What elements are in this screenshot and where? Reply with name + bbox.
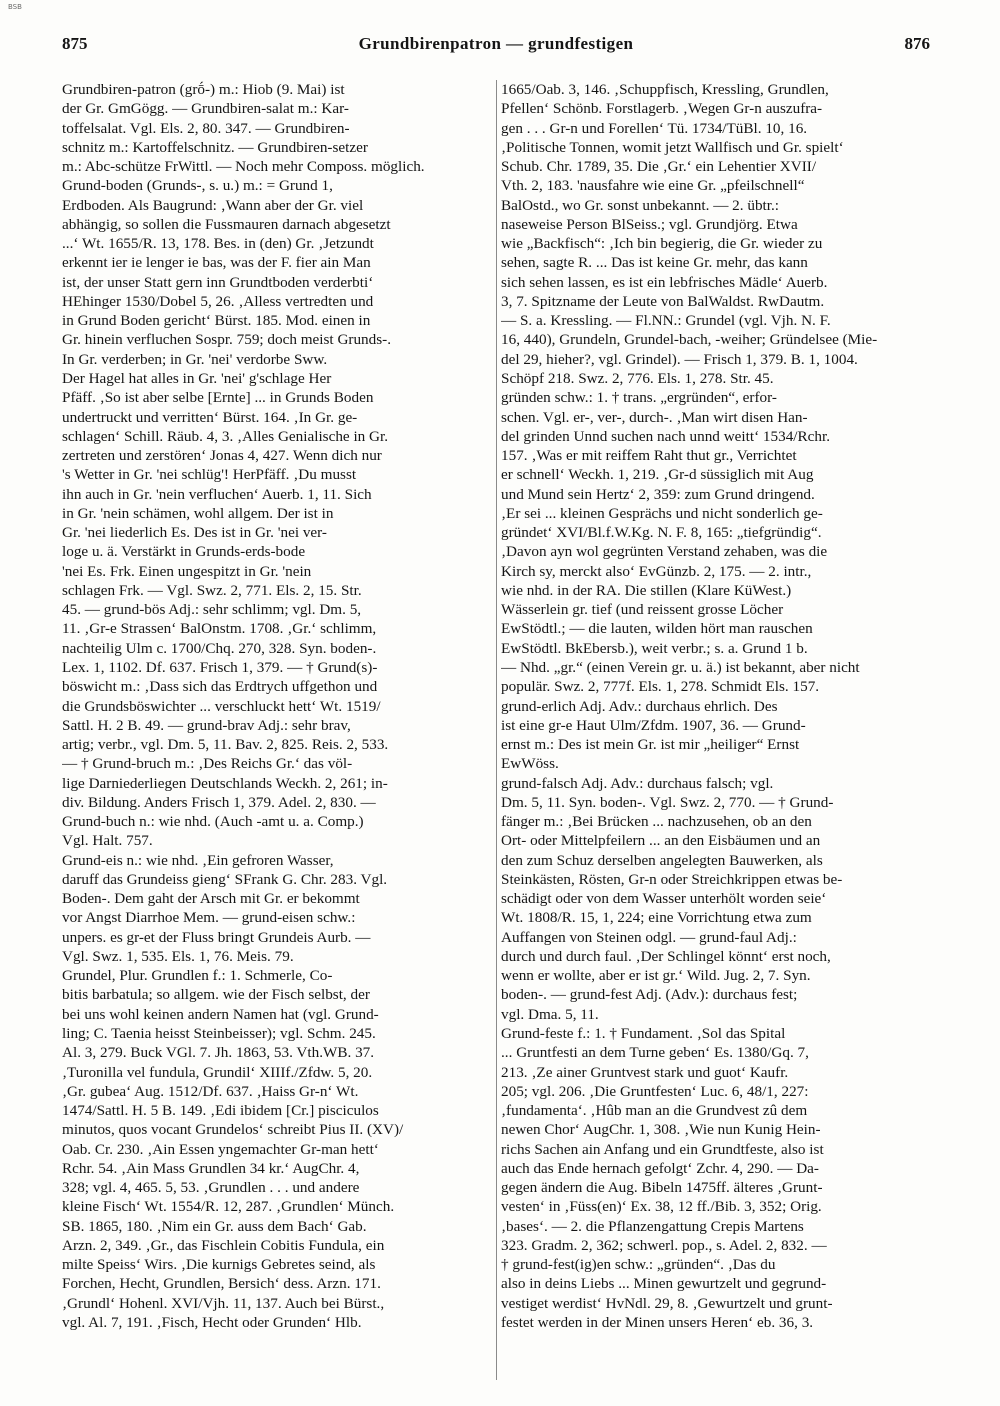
text-line: Wässerlein gr. tief (und reissent grosse Löcher [501,601,784,619]
text-line: EwStödtl.; — die lauten, wilden hört man rauschen [501,620,813,638]
text-line: 45. — grund-bös Adj.: sehr schlimm; vgl. Dm. 5, [62,601,362,619]
text-line: Kirch sy, merckt also‘ EvGünzb. 2, 175. — 2. intr., [501,562,812,580]
text-line: also in deins Liebs ... Minen gewurtzelt und gegrund- [501,1275,827,1293]
text-line: böswicht m.: ‚Dass sich das Erdtrych uffgethon und [62,678,378,696]
text-line: ihn auch in Gr. 'nein verfluchen‘ Auerb. 1, 11. Sich [62,485,372,503]
page-number-left: 875 [62,34,88,53]
text-line: EwStödtl. BkEbersb.), weit verbr.; s. a. Grund 1 b. [501,639,808,657]
text-line: vesten‘ in ‚Füss(en)‘ Ex. 38, 12 ff./Bib. 3, 352; Orig. [501,1198,822,1216]
text-line: nachteilig Ulm c. 1700/Chq. 270, 328. Syn. boden-. [62,639,377,657]
text-line: ‚Grundl‘ Hohenl. XVI/Vjh. 11, 137. Auch bei Bürst., [62,1294,385,1312]
text-line: naseweise Person BlSeiss.; vgl. Grundjörg. Etwa [501,215,798,233]
text-line: schädigt oder von dem Wasser unterhölt worden seie‘ [501,890,827,908]
text-line: die Grundsböswichter ... verschluckt hett‘ Wt. 1519/ [62,697,381,715]
text-line: zertreten und zerstören‘ Jonas 4, 427. Wenn dich nur [62,447,382,465]
text-line: daruff das Grundeiss gieng‘ SFrank G. Chr. 283. Vgl. [62,870,388,888]
text-line: sehen, sagte R. ... Das ist keine Gr. mehr, das kann [501,254,808,272]
text-line: schlagen‘ Schill. Räub. 4, 3. ‚Alles Genialische in Gr. [62,427,389,445]
text-line: Dm. 5, 11. Syn. boden-. Vgl. Swz. 2, 770. — † Grund- [501,793,834,811]
text-line: Boden-. Dem gaht der Arsch mit Gr. er bekommt [62,890,360,908]
text-line: kleine Fisch‘ Wt. 1554/R. 12, 287. ‚Grundlen‘ Münch. [62,1198,395,1216]
text-line: Sattl. H. 2 B. 49. — grund-brav Adj.: sehr brav, [62,716,351,734]
text-line: der Gr. GmGögg. — Grundbiren-salat m.: Kar- [62,100,349,118]
text-line: Der Hagel hat alles in Gr. 'nei' g'schlage Her [62,369,332,387]
text-line: Rchr. 54. ‚Ain Mass Grundlen 34 kr.‘ AugChr. 4, [62,1159,360,1177]
text-line: wie nhd. in der RA. Die stillen (Klare KüWest.) [501,581,792,599]
text-line: Vth. 2, 183. 'nausfahre wie eine Gr. „pfeilschnell“ [501,177,805,195]
text-line: Grund-boden (Grunds-, s. u.) m.: = Grund 1, [62,177,333,195]
text-line: vgl. Al. 7, 191. ‚Fisch, Hecht oder Grunden‘ Hlb. [62,1314,362,1331]
text-line: sich sehen lassen, es ist ein lebfrisches Mädle‘ Auerb. [501,273,828,291]
text-line: In Gr. verderben; in Gr. 'nei' verdorbe Sww. [62,350,328,368]
running-title: Grundbirenpatron — grundfestigen [358,34,634,53]
text-line: HEhinger 1530/Dobel 5, 26. ‚Alless vertredten und [62,292,374,310]
text-line: SB. 1865, 180. ‚Nim ein Gr. auss dem Bach‘ Gab. [62,1217,367,1235]
text-line: Grund-buch n.: wie nhd. (Auch -amt u. a. Comp.) [62,813,364,831]
text-line: ling; C. Taenia heisst Steinbeisser); vgl. Schm. 245. [62,1025,376,1043]
text-line: BalOstd., wo Gr. sonst unbekannt. — 2. übtr.: [501,196,780,214]
text-line: festet werden in der Minen unsers Heren‘ eb. 36, 3. [501,1314,814,1331]
text-line: Forchen, Hecht, Grundlen, Bersich‘ dess. Arzn. 171. [62,1275,381,1293]
text-line: ist, der unser Statt gern inn Grundtboden verderbti‘ [62,273,374,291]
text-line: Arzn. 2, 349. ‚Gr., das Fischlein Cobitis Fundula, ein [62,1236,385,1254]
text-line: ist eine gr-e Haut Ulm/Zfdm. 1907, 36. — Grund- [501,716,806,734]
text-line: Grundbiren-patron (grṓ-) m.: Hiob (9. Mai) ist [62,81,345,98]
text-line: richs Sachen ain Anfang und ein Grundtfeste, also ist [501,1140,824,1158]
text-line: Oab. Cr. 230. ‚Ain Essen yngemachter Gr-man hett‘ [62,1140,379,1158]
text-line: grund-falsch Adj. Adv.: durchaus falsch; vgl. [501,774,774,792]
text-line: undertruckt und verritten‘ Bürst. 164. ‚In Gr. ge- [62,408,358,426]
text-line: vgl. Dma. 5, 11. [501,1005,599,1023]
text-line: Al. 3, 279. Buck VGl. 7. Jh. 1863, 53. Vth.WB. 37. [62,1044,375,1062]
text-line: Schöpf 218. Swz. 2, 776. Els. 1, 278. Str. 45. [501,369,774,387]
text-line: del grinden Unnd suchen nach unnd weitt‘ 1534/Rchr. [501,427,830,445]
text-line: lige Darniederliegen Deutschlands Weckh. 2, 261; in- [62,774,388,792]
text-line: unpers. es gr-et der Fluss bringt Grundeis Aurb. — [62,928,371,946]
library-stamp: BSB [8,3,22,11]
text-line: minutos, quos vocant Grundelos‘ schreibt Pius II. (XV)/ [62,1121,404,1139]
text-line: Grund-feste f.: 1. † Fundament. ‚Sol das Spital [501,1025,786,1043]
text-line: Pfäff. ‚So ist aber selbe [Ernte] ... in Grunds Boden [62,389,374,407]
text-line: 16, 440), Grundeln, Grundel-bach, -weiher; Gründelsee (Mie- [501,331,878,349]
text-line: vestiget werdist‘ HvNdl. 29, 8. ‚Gewurtzelt und grunt- [501,1294,833,1312]
text-line: grund-erlich Adj. Adv.: durchaus ehrlich. Des [501,697,778,715]
text-line: Gr. 'nei liederlich Es. Des ist in Gr. 'nei ver- [62,524,327,542]
text-line: ‚Politische Tonnen, womit jetzt Wallfisch und Gr. spielt‘ [501,138,844,156]
text-line: den zum Schuz derselben angelegten Bauwerken, als [501,851,823,869]
text-line: Vgl. Halt. 757. [62,832,153,850]
text-line: boden-. — grund-fest Adj. (Adv.): durchaus fest; [501,986,798,1004]
text-line: gen . . . Gr-n und Forellen‘ Tü. 1734/TüBl. 10, 16. [501,119,808,137]
text-line: ‚fundamenta‘. ‚Hûb man an die Grundvest zû dem [501,1102,808,1120]
text-line: erkennt ier ie lenger ie bas, was der F. fier ain Man [62,254,371,272]
text-line: ‚bases‘. — 2. die Pflanzengattung Crepis Martens [501,1217,804,1235]
text-line: artig; verbr., vgl. Dm. 5, 11. Bav. 2, 825. Reis. 2, 533. [62,736,389,754]
text-line: del 29, hieher?, vgl. Grindel). — Frisch 1, 379. B. 1, 1004. [501,350,858,368]
text-line: in Gr. 'nein schämen, wohl allgem. Der ist in [62,504,334,522]
text-line: — † Grund-bruch m.: ‚Des Reichs Gr.‘ das völ- [62,755,353,773]
text-line: schnitz m.: Kartoffelschnitz. — Grundbiren-setzer [62,138,368,156]
text-line: bitis barbatula; so allgem. wie der Fisch selbst, der [62,986,370,1004]
text-line: — Nhd. „gr.“ (einen Verein gr. u. ä.) ist bekannt, aber nicht [501,658,860,676]
text-line: Vgl. Swz. 1, 535. Els. 1, 76. Meis. 79. [62,947,294,965]
text-line: toffelsalat. Vgl. Els. 2, 80. 347. — Grundbiren- [62,119,350,137]
column-divider [496,80,497,1380]
text-line: ... Gruntfesti an dem Turne geben‘ Es. 1380/Gq. 7, [501,1044,809,1062]
text-line: vor Angst Diarrhoe Mem. — grund-eisen schw.: [62,909,356,927]
text-line: Auffangen von Steinen odgl. — grund-faul Adj.: [501,928,797,946]
text-line: ernst m.: Des ist mein Gr. ist mir „heiliger“ Ernst [501,736,800,754]
text-line: Gr. hinein verfluchen Sospr. 759; doch meist Grunds-. [62,331,392,349]
right-column [501,80,931,1388]
text-line: schen. Vgl. er-, ver-, durch-. ‚Man wirt disen Han- [501,408,808,426]
text-line: ‚Gr. gubea‘ Aug. 1512/Df. 637. ‚Haiss Gr-n‘ Wt. [62,1082,359,1100]
left-column [62,80,492,1388]
text-line: Lex. 1, 1102. Df. 637. Frisch 1, 379. — † Grund(s)- [62,658,378,676]
text-line: auch das Ende hernach gefolgt‘ Zchr. 4, 290. — Da- [501,1159,819,1177]
text-line: populär. Swz. 2, 777f. Els. 1, 278. Schmidt Els. 157. [501,678,820,696]
text-line: ‚Turonilla vel fundula, Grundil‘ XIIIf./Zfdw. 5, 20. [62,1063,373,1081]
text-line: er schnell‘ Weckh. 1, 219. ‚Gr-d süssiglich mit Aug [501,466,814,484]
text-line: gründet‘ XVI/Bl.f.W.Kg. N. F. 8, 165: „tiefgründig“. [501,524,822,542]
text-line: EwWöss. [501,755,559,773]
page-header [62,34,930,60]
text-line: 'nei Es. Frk. Einen ungespitzt in Gr. 'nein [62,562,312,580]
text-line: gegen ändern die Aug. Bibeln 1475ff. älteres ‚Grunt- [501,1179,823,1197]
text-line: gründen schw.: 1. † trans. „ergründen“, erfor- [501,389,777,407]
text-line: ‚Davon ayn wol gegrünten Verstand zehaben, was die [501,543,828,561]
text-line: † grund-fest(ig)en schw.: „gründen“. ‚Das du [501,1256,776,1274]
text-line: wenn er wollte, aber er ist gr.‘ Wild. Jug. 2, 7. Syn. [501,967,811,985]
text-line: 205; vgl. 206. ‚Die Gruntfesten‘ Luc. 6, 48/1, 227: [501,1082,809,1100]
text-line: durch und durch faul. ‚Der Schlingel könnt‘ erst noch, [501,947,831,965]
text-line: Schub. Chr. 1789, 35. Die ‚Gr.‘ ein Lehentier XVII/ [501,158,817,176]
text-line: ...‘ Wt. 1655/R. 13, 178. Bes. in (den) Gr. ‚Jetzundt [62,235,374,253]
text-line: Erdboden. Als Baugrund: ‚Wann aber der Gr. viel [62,196,364,214]
text-line: abhängig, so sollen die Fussmauren darnach abgesetzt [62,215,391,233]
text-line: 157. ‚Was er mit reiffem Raht thut gr., Verrichtet [501,447,797,465]
text-line: Wt. 1808/R. 15, 1, 224; eine Vorrichtung etwa zum [501,909,812,927]
text-line: m.: Abc-schütze FrWittl. — Noch mehr Composs. möglich. [62,158,425,176]
text-line: Pfellen‘ Schönb. Forstlagerb. ‚Wegen Gr-n auszufra- [501,100,823,118]
text-line: Ort- oder Mittelpfeilern ... an den Eisbäumen und an [501,832,821,850]
text-line: 's Wetter in Gr. 'nei schlüg'! HerPfäff. ‚Du musst [62,466,357,484]
text-line: Steinkästen, Rösten, Gr-n oder Streichkrippen etwas be- [501,870,843,888]
text-line: 11. ‚Gr-e Strassen‘ BalOnstm. 1708. ‚Gr.‘ schlimm, [62,620,377,638]
text-line: wie „Backfisch“: ‚Ich bin begierig, die Gr. wieder zu [501,235,823,253]
text-line: schlagen Frk. — Vgl. Swz. 2, 771. Els. 2, 15. Str. [62,581,362,599]
text-line: loge u. ä. Verstärkt in Grunds-erds-bode [62,543,306,561]
text-line: ‚Er sei ... kleinen Gesprächs und nicht sonderlich ge- [501,504,823,522]
text-line: 3, 7. Spitzname der Leute von BalWaldst. RwDautm. [501,292,825,310]
text-line: und Mund sein Hertz‘ 2, 359: zum Grund dringend. [501,485,815,503]
text-line: 213. ‚Ze ainer Gruntvest stark und guot‘ Kaufr. [501,1063,789,1081]
text-line: 1665/Oab. 3, 146. ‚Schuppfisch, Kressling, Grundlen, [501,81,829,98]
text-line: fänger m.: ‚Bei Brücken ... nachzusehen, ob an den [501,813,812,831]
text-line: — S. a. Kressling. — Fl.NN.: Grundel (vgl. Vjh. N. F. [501,312,831,330]
text-line: in Grund Boden gericht‘ Bürst. 185. Mod. einen in [62,312,371,330]
text-line: milte Speiss‘ Wirs. ‚Die kurnigs Gebretes seind, als [62,1256,376,1274]
text-line: newen Chor‘ AugChr. 1, 308. ‚Wie nun Kunig Hein- [501,1121,821,1139]
page-number-right: 876 [904,34,930,53]
text-line: Grundel, Plur. Grundlen f.: 1. Schmerle, Co- [62,967,333,985]
text-line: div. Bildung. Anders Frisch 1, 379. Adel. 2, 830. — [62,793,376,811]
text-line: 328; vgl. 4, 465. 5, 53. ‚Grundlen . . . und andere [62,1179,360,1197]
text-line: 1474/Sattl. H. 5 B. 149. ‚Edi ibidem [Cr.] pisciculos [62,1102,379,1120]
text-line: bei uns wohl keinen andern Namen hat (vgl. Grund- [62,1005,379,1023]
text-line: 323. Gradm. 2, 362; schwerl. pop., s. Adel. 2, 832. — [501,1236,827,1254]
text-line: Grund-eis n.: wie nhd. ‚Ein gefroren Wasser, [62,851,334,869]
